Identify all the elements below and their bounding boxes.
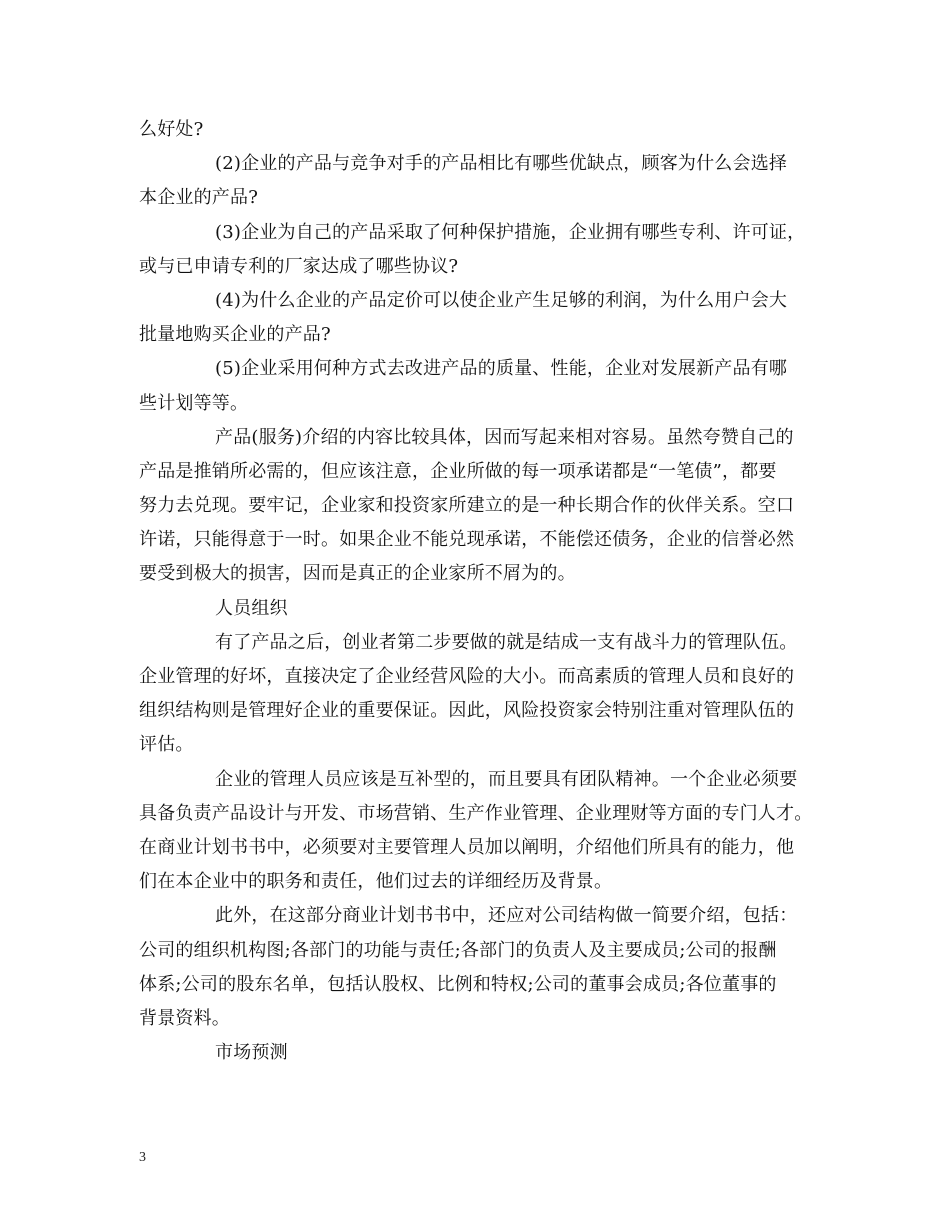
text-line: 么好处? (139, 119, 204, 140)
text-line: 评估。 (139, 734, 194, 756)
text-line: 努力去兑现。要牢记，企业家和投资家所建立的是一种长期合作的伙伴关系。空口 (139, 495, 795, 517)
text-line: 或与已申请专利的厂家达成了哪些协议? (139, 255, 459, 277)
text-line: 此外，在这部分商业计划书书中，还应对公司结构做一简要介绍，包括： (215, 905, 798, 927)
text-line: 企业管理的好坏，直接决定了企业经营风险的大小。而高素质的管理人员和良好的 (139, 666, 795, 687)
text-line: 些计划等等。 (139, 392, 249, 414)
text-line: 们在本企业中的职务和责任，他们过去的详细经历及背景。 (139, 871, 613, 893)
section-heading: 市场预测 (215, 1042, 288, 1064)
text-line: 许诺，只能得意于一时。如果企业不能兑现承诺，不能偿还债务，企业的信誉必然 (139, 529, 795, 551)
text-line: 产品(服务)介绍的内容比较具体，因而写起来相对容易。虽然夸赞自己的 (215, 426, 794, 448)
text-line: 要受到极大的损害，因而是真正的企业家所不屑为的。 (139, 563, 576, 585)
text-line: (4)为什么企业的产品定价可以使企业产生足够的利润，为什么用户会大 (215, 289, 788, 311)
text-line: 背景资料。 (139, 1007, 230, 1029)
text-line: 本企业的产品? (139, 187, 259, 209)
text-line: (2)企业的产品与竞争对手的产品相比有哪些优缺点，顾客为什么会选择 (215, 153, 788, 175)
body-text (139, 113, 815, 1070)
section-heading: 人员组织 (215, 597, 288, 619)
text-line: (5)企业采用何种方式去改进产品的质量、性能，企业对发展新产品有哪 (215, 358, 788, 380)
text-line: 企业的管理人员应该是互补型的，而且要具有团队精神。一个企业必须要 (215, 768, 798, 790)
text-line: 产品是推销所必需的，但应该注意，企业所做的每一项承诺都是“一笔债”，都要 (139, 460, 777, 482)
text-line: 有了产品之后，创业者第二步要做的就是结成一支有战斗力的管理队伍。 (215, 631, 798, 653)
text-line: 在商业计划书书中，必须要对主要管理人员加以阐明，介绍他们所具有的能力，他 (139, 836, 795, 858)
text-line: 体系;公司的股东名单，包括认股权、比例和特权;公司的董事会成员;各位董事的 (139, 973, 777, 995)
text-line: (3)企业为自己的产品采取了何种保护措施，企业拥有哪些专利、许可证， (215, 221, 806, 243)
text-line: 公司的组织机构图;各部门的功能与责任;各部门的负责人及主要成员;公司的报酬 (139, 939, 777, 961)
page-number: 3 (139, 1150, 146, 1165)
text-line: 组织结构则是管理好企业的重要保证。因此，风险投资家会特别注重对管理队伍的 (139, 700, 795, 722)
text-line: 批量地购买企业的产品? (139, 324, 331, 346)
text-line: 具备负责产品设计与开发、市场营销、生产作业管理、企业理财等方面的专门人才。 (139, 802, 813, 824)
